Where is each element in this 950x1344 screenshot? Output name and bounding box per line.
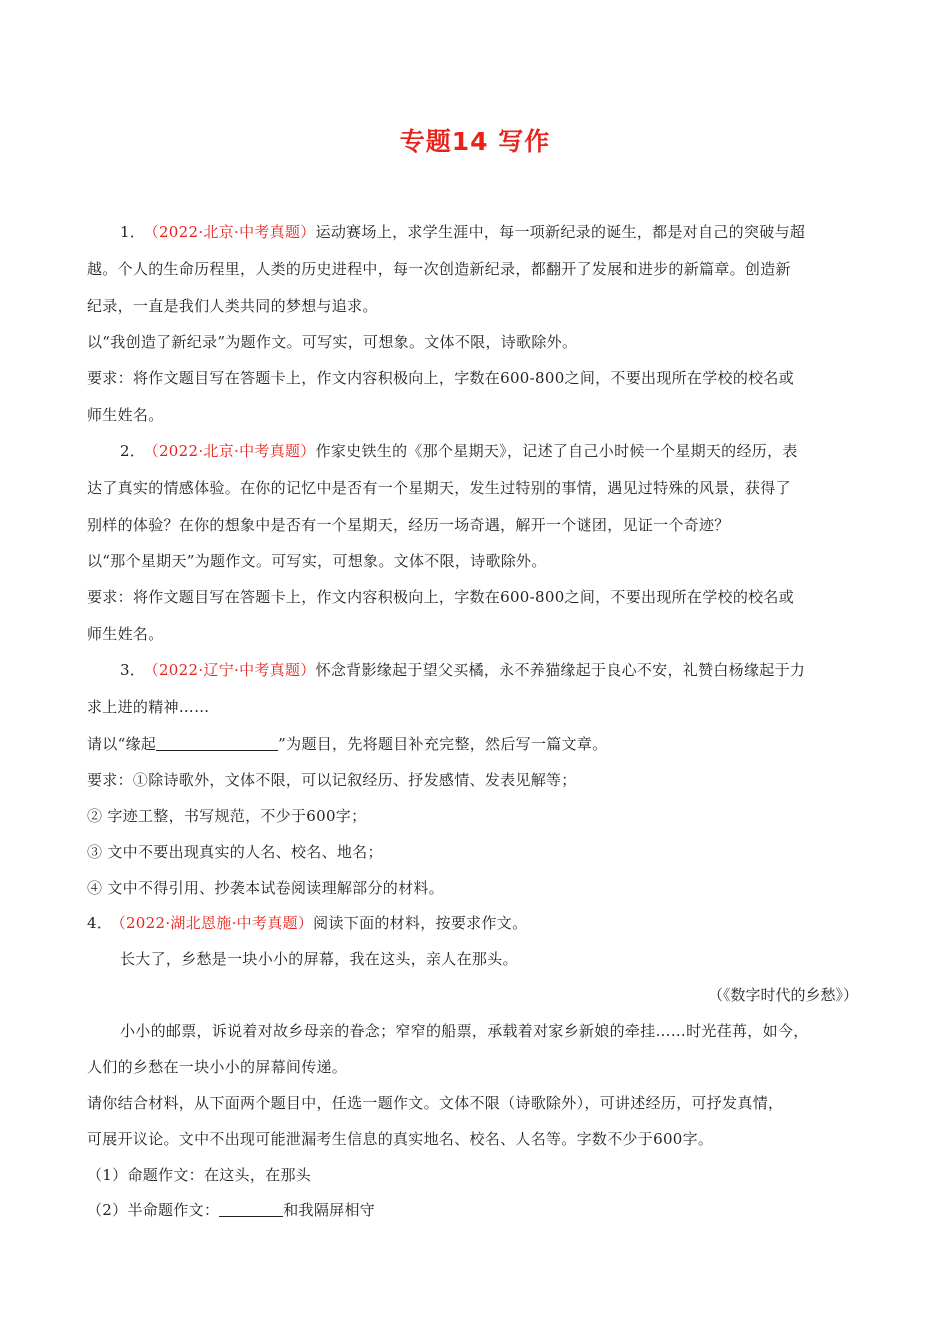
q3-prompt [87, 733, 867, 755]
q4-material-2: 人们的乡愁在一块小小的屏幕间传递。 [87, 1058, 348, 1076]
q2-line-2: 达了真实的情感体验。在你的记忆中是否有一个星期天，发生过特别的事情，遇见过特殊的风景，获得了 [87, 479, 791, 497]
q4-material-1: 小小的邮票，诉说着对故乡母亲的眷念；窄窄的船票，承载着对家乡新娘的牵挂……时光荏苒，如今， [120, 1022, 809, 1040]
q4-text: 阅读下面的材料，按要求作文。 [313, 914, 528, 932]
fill-in-blank [219, 1201, 283, 1217]
q2-number: 2． [120, 442, 146, 460]
q1-line-1 [120, 221, 900, 243]
q4-source-tag: （2022·湖北恩施·中考真题） [118, 914, 314, 932]
q3-prompt-start: 请以“缘起 [87, 735, 157, 753]
q4-instruction-2: 可展开议论。文中不出现可能泄漏考生信息的真实地名、校名、人名等。字数不少于600字。 [87, 1130, 714, 1148]
q4-option-1: （1）命题作文：在这头，在那头 [87, 1166, 312, 1184]
q3-line-1 [120, 659, 900, 681]
q1-source-tag: （2022·北京·中考真题） [151, 223, 316, 241]
q4-option-2 [87, 1199, 867, 1221]
page-title: 专题14 写作 [399, 127, 551, 156]
q4-instruction-1: 请你结合材料，从下面两个题目中，任选一题作文。文体不限（诗歌除外），可讲述经历，可抒发真情， [87, 1094, 784, 1112]
q2-line-3: 别样的体验？在你的想象中是否有一个星期天，经历一场奇遇，解开一个谜团，见证一个奇迹？ [87, 516, 730, 534]
q3-prompt-end: ”为题目，先将题目补充完整，然后写一篇文章。 [278, 735, 608, 753]
q1-line-3: 纪录，一直是我们人类共同的梦想与追求。 [87, 297, 378, 315]
q1-line-2: 越。个人的生命历程里，人类的历史进程中，每一次创造新纪录，都翻开了发展和进步的新篇章。创造新 [87, 260, 791, 278]
q1-requirement-cont: 师生姓名。 [87, 406, 164, 424]
q3-line-2: 求上进的精神…… [87, 698, 210, 716]
q4-line-1 [87, 912, 867, 934]
q4-number: 4． [87, 914, 113, 932]
q4-quote-source: （《数字时代的乡愁》） [707, 986, 858, 1004]
q2-text: 作家史铁生的《那个星期天》，记述了自己小时候一个星期天的经历，表 [315, 442, 798, 460]
q1-text: 运动赛场上，求学生涯中，每一项新纪录的诞生，都是对自己的突破与超 [315, 223, 806, 241]
q2-prompt: 以“那个星期天”为题作文。可写实，可想象。文体不限，诗歌除外。 [87, 552, 547, 570]
q1-requirement: 要求：将作文题目写在答题卡上，作文内容积极向上，字数在600-800之间，不要出现所在学校的校名或 [87, 369, 795, 387]
q4-quote: 长大了，乡愁是一块小小的屏幕，我在这头，亲人在那头。 [120, 950, 518, 968]
q3-requirement-2: ② 字迹工整，书写规范，不少于600字； [87, 807, 367, 825]
q2-requirement: 要求：将作文题目写在答题卡上，作文内容积极向上，字数在600-800之间，不要出现所在学校的校名或 [87, 588, 795, 606]
q3-requirement-1: 要求：①除诗歌外，文体不限，可以记叙经历、抒发感情、发表见解等； [87, 771, 577, 789]
q2-source-tag: （2022·北京·中考真题） [151, 442, 316, 460]
q4-option-2-start: （2）半命题作文： [87, 1201, 220, 1219]
q4-option-2-end: 和我隔屏相守 [283, 1201, 376, 1219]
q1-number: 1． [120, 223, 146, 241]
q3-number: 3． [120, 661, 146, 679]
q3-requirement-4: ④ 文中不得引用、抄袭本试卷阅读理解部分的材料。 [87, 879, 444, 897]
q2-line-1 [120, 440, 900, 462]
fill-in-blank [156, 735, 278, 751]
q3-text: 怀念背影缘起于望父买橘，永不养猫缘起于良心不安，礼赞白杨缘起于力 [315, 661, 806, 679]
q1-prompt: 以“我创造了新纪录”为题作文。可写实，可想象。文体不限，诗歌除外。 [87, 333, 578, 351]
q2-requirement-cont: 师生姓名。 [87, 625, 164, 643]
q3-source-tag: （2022·辽宁·中考真题） [151, 661, 316, 679]
q3-requirement-3: ③ 文中不要出现真实的人名、校名、地名； [87, 843, 383, 861]
